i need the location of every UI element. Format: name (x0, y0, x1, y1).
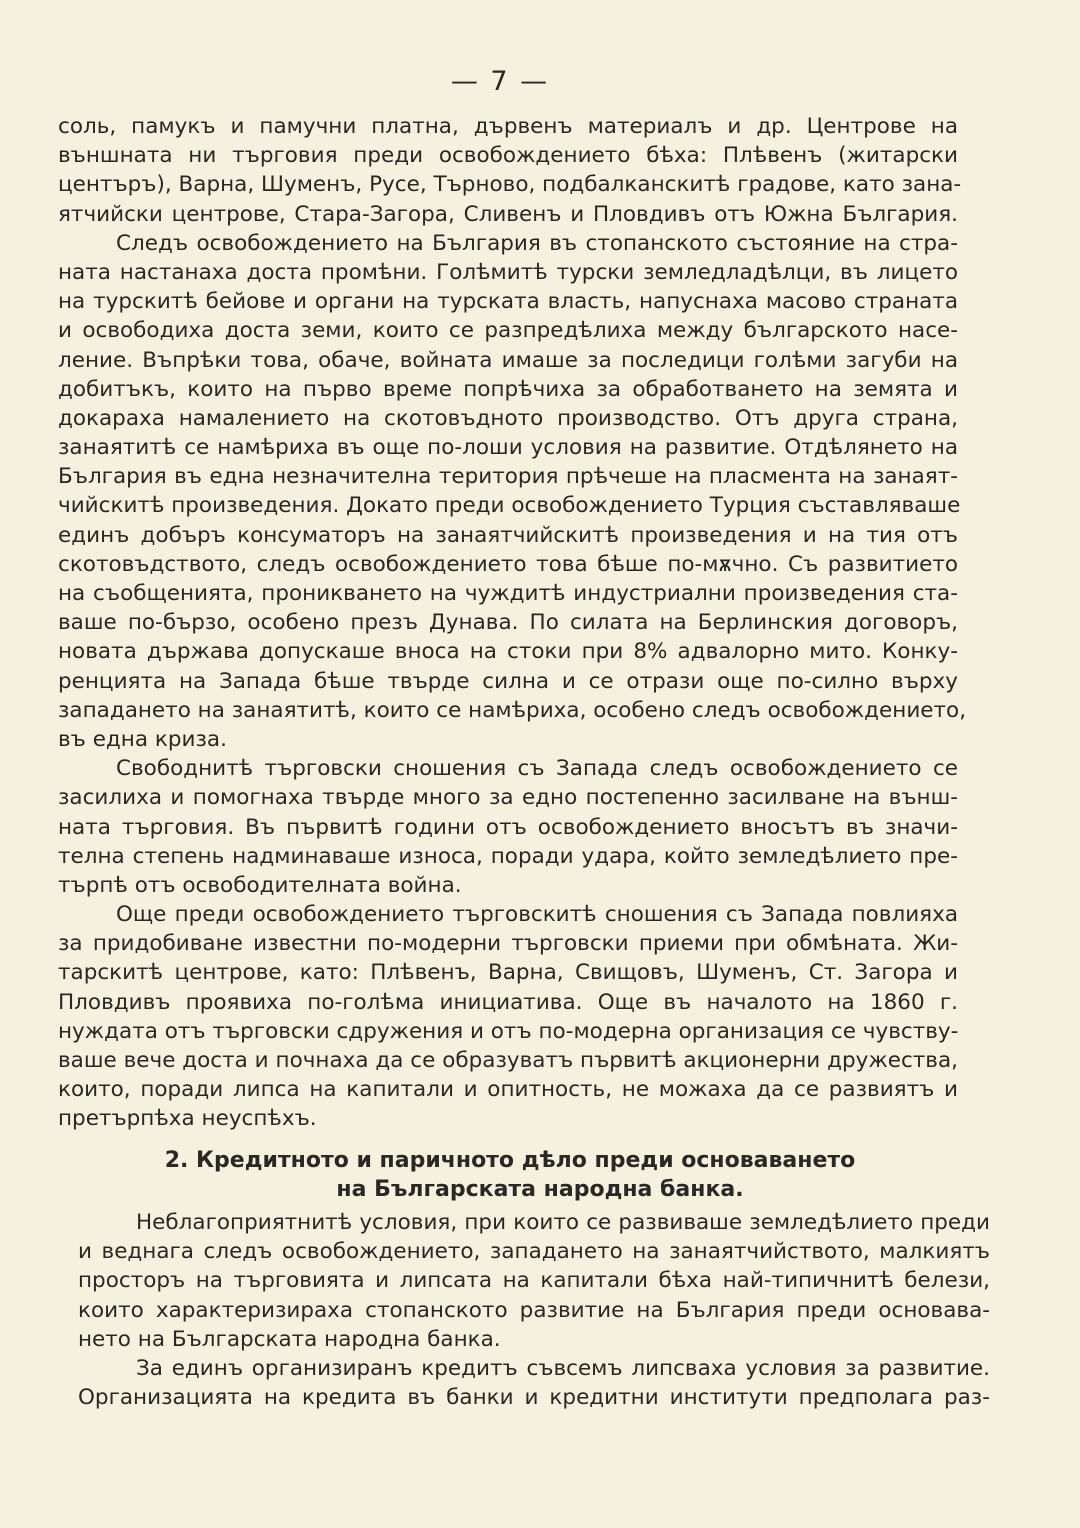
text-line: единъ добъръ консуматоръ на занаятчийскитѣ произведения и на тия отъ (58, 522, 958, 548)
text-line: и освободиха доста земи, които се разпредѣлиха между българското насе- (58, 318, 958, 344)
text-line: Неблагоприятнитѣ условия, при които се развиваше земледѣлието преди (136, 1210, 990, 1235)
text-line: центъръ), Варна, Шуменъ, Русе, Търново, подбалканскитѣ градове, като зана- (58, 172, 962, 198)
section-2-text (78, 1208, 990, 1412)
text-line: ната търговия. Въ първитѣ години отъ освобождението вносътъ въ значи- (58, 814, 958, 840)
text-line: търпѣ отъ освободителната война. (58, 872, 462, 898)
text-line: за придобиване известни по-модерни търговски приеми при обмѣната. Жи- (58, 931, 958, 957)
paragraph-5 (78, 1208, 990, 1354)
text-line: телна степень надминаваше износа, поради удара, който земледѣлието пре- (58, 843, 958, 869)
paragraph-1 (58, 112, 962, 229)
heading-line-2: на Българската народна банка. (336, 1177, 744, 1202)
text-line: които, поради липса на капитали и опитность, не можаха да се развиятъ и (58, 1077, 958, 1103)
text-line: Още преди освобождението търговскитѣ сношения съ Запада повлияха (116, 902, 958, 928)
text-line: просторъ на търговията и липсата на капитали бѣха най-типичнитѣ белези, (78, 1268, 990, 1294)
text-line: ваше вече доста и почнаха да се образуватъ първитѣ акционерни дружества, (58, 1048, 958, 1073)
text-line: тарскитѣ центрове, като: Плѣвенъ, Варна, Свищовъ, Шуменъ, Ст. Загора и (58, 960, 958, 986)
text-line: нето на Българската народна банка. (78, 1326, 501, 1352)
paragraph-6 (78, 1354, 990, 1412)
text-line: Свободнитѣ търговски сношения съ Запада следъ освобождението се (116, 756, 958, 782)
text-line: ваше по-бързо, особено презъ Дунава. По силата на Берлинския договоръ, (58, 610, 958, 636)
text-line: докараха намалението на скотовъдното производство. Отъ друга страна, (58, 405, 958, 431)
text-line: занаятитѣ се намѣриха въ още по-лоши условия на развитие. Отдѣлянето на (58, 435, 958, 461)
section-1-text (58, 112, 967, 1134)
paragraph-2 (58, 229, 967, 754)
page-number: — 7 — (450, 66, 550, 97)
paragraph-4 (58, 900, 958, 1134)
text-line: нуждата отъ търговски сдружения и отъ по-модерна организация се чувству- (58, 1018, 959, 1044)
section-heading (60, 1146, 960, 1204)
text-line: на турскитѣ бейове и органи на турската власть, напуснаха масово страната (58, 289, 958, 315)
text-line: ренцията на Запада бѣше твърде силна и се отрази още по-силно върху (58, 668, 958, 694)
text-line: и веднага следъ освобождението, западането на занаятчийството, малкиятъ (78, 1239, 990, 1265)
paragraph-3 (58, 754, 958, 900)
text-line: западането на занаятитѣ, които се намѣриха, особено следъ освобождението, (58, 697, 967, 723)
text-line: претърпѣха неуспѣхъ. (58, 1106, 317, 1132)
text-line: въ една криза. (58, 726, 227, 752)
text-line: на съобщенията, проникването на чуждитѣ индустриални произведения ста- (58, 581, 958, 606)
text-line: ната настанаха доста промѣни. Голѣмитѣ турски земледладѣлци, въ лицето (58, 259, 958, 285)
text-line: които характеризираха стопанското развитие на България преди основава- (78, 1297, 990, 1323)
text-line: За единъ организиранъ кредитъ съвсемъ липсваха условия за развитие. (136, 1355, 990, 1381)
text-line: Следъ освобождението на България въ стопанското състояние на стра- (116, 230, 958, 256)
text-line: външната ни търговия преди освобождението бѣха: Плѣвенъ (житарски (58, 143, 958, 169)
text-line: добитъкъ, които на първо време попрѣчиха за обработването на земята и (58, 376, 958, 402)
text-line: ятчийски центрове, Стара-Загора, Сливенъ и Пловдивъ отъ Южна България. (58, 201, 958, 227)
text-line: България въ една незначителна територия прѣчеше на пласмента на занаят- (58, 464, 958, 490)
text-line: ление. Въпрѣки това, обаче, войната имаше за последици голѣми загуби на (58, 347, 958, 373)
text-line: скотовъдството, следъ освобождението това бѣше по-мѫчно. Съ развитието (58, 551, 958, 577)
text-line: чийскитѣ произведения. Докато преди освобождението Турция съставляваше (58, 493, 961, 519)
text-line: соль, памукъ и памучни платна, дървенъ материалъ и др. Центрове на (58, 114, 958, 139)
text-line: Организацията на кредита въ банки и кредитни институти предполага раз- (78, 1385, 990, 1411)
text-line: новата държава допускаше вноса на стоки при 8% адвалорно мито. Конку- (58, 639, 958, 665)
text-line: засилиха и помогнаха твърде много за едно постепенно засилване на външ- (58, 785, 958, 811)
heading-line-1: 2. Кредитното и паричното дѣло преди основаването (164, 1148, 856, 1173)
text-line: Пловдивъ проявиха по-голѣма инициатива. Още въ началото на 1860 г. (58, 989, 958, 1015)
